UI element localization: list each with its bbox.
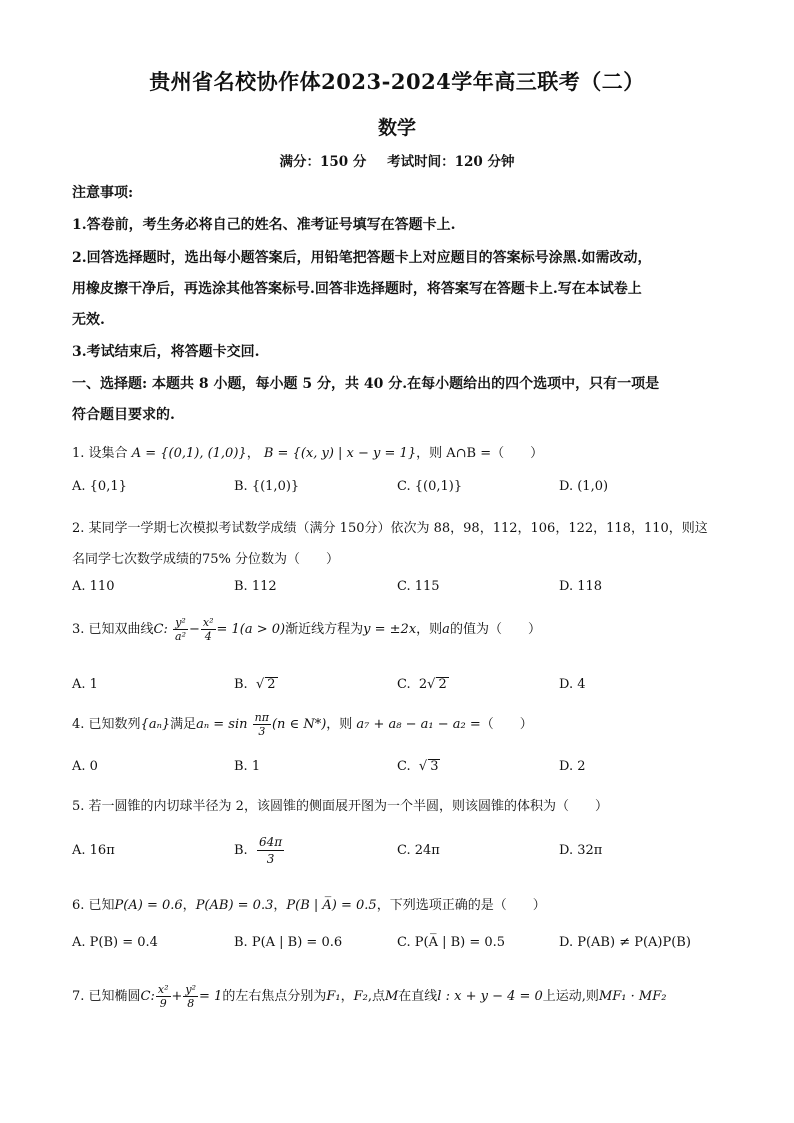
fraction-npi-3: $\frac{n\pi}{3}$ bbox=[254, 711, 269, 738]
section-heading-line-1: 一、选择题: 本题共 8 小题，每小题 5 分，共 40 分.在每小题给出的四个选项中，只有一项是 bbox=[72, 376, 660, 392]
vector-dot-product: MF₁ · MF₂ bbox=[598, 989, 667, 1004]
question-7: 7. 已知椭圆C: $\frac{\text{x²}}{9}$ + $\frac{\text{y²}}{8}$ = 1的左右焦点分别为F₁，F₂,点M在直线l : x + y − 4 = 0上运动,则MF₁ · MF₂ bbox=[72, 983, 667, 1010]
q1-option-c: C. {(0,1)} bbox=[397, 479, 463, 494]
q2-option-a: A. 110 bbox=[72, 579, 115, 594]
question-3: 3. 已知双曲线C: $\frac{\text{y²}}{\text{a²}}$ − $\frac{\text{x²}}{4}$ = 1(a > 0)渐近线方程为y = ±2x，则a的值为（ ） bbox=[72, 616, 541, 643]
exam-subject: 数学 bbox=[377, 117, 416, 139]
q2-option-d: D. 118 bbox=[559, 579, 603, 594]
set-a: A = {(0,1), (1,0)} bbox=[131, 446, 247, 461]
q6-option-c: C. P(A̅ | B) = 0.5 bbox=[397, 935, 506, 950]
note-2-line-1: 2.回答选择题时，选出每小题答案后，用铅笔把答题卡上对应题目的答案标号涂黑.如需改动， bbox=[72, 250, 652, 266]
q5-option-a: A. 16π bbox=[72, 843, 115, 858]
question-4: 4. 已知数列{aₙ}满足aₙ = sin $\frac{n\pi}{3}$ (n ∈ N*)，则 a₇ + a₈ − a₁ − a₂ =（ ） bbox=[72, 711, 533, 738]
exam-time: 考试时间：120 分钟 bbox=[387, 154, 515, 170]
q6-option-a: A. P(B) = 0.4 bbox=[72, 935, 158, 950]
note-2-line-2: 用橡皮擦干净后，再选涂其他答案标号.回答非选择题时，将答案写在答题卡上.写在本试卷上 bbox=[72, 281, 642, 297]
question-6: 6. 已知P(A) = 0.6，P(AB) = 0.3，P(B | A̅) = 0.5，下列选项正确的是（ ） bbox=[72, 898, 546, 913]
q4-option-a: A. 0 bbox=[72, 759, 98, 774]
question-5-options bbox=[72, 834, 732, 874]
question-3-options bbox=[72, 677, 732, 699]
q3-option-a: A. 1 bbox=[72, 677, 98, 692]
question-2-options bbox=[72, 579, 732, 601]
note-3: 3.考试结束后，将答题卡交回. bbox=[72, 344, 260, 360]
question-4-options bbox=[72, 759, 732, 781]
fraction-x2-4: $\frac{\text{x²}}{4}$ bbox=[202, 616, 214, 643]
exam-title: 贵州省名校协作体2023-2024学年高三联考（二） bbox=[149, 69, 645, 94]
q4-option-d: D. 2 bbox=[559, 759, 586, 774]
full-score: 满分：150 分 bbox=[279, 154, 367, 170]
fraction-y2-a2: $\frac{\text{y²}}{\text{a²}}$ bbox=[175, 616, 186, 643]
q5-option-b: B. $\frac{64\pi}{3}$ bbox=[234, 835, 283, 866]
q1-option-d: D. (1,0) bbox=[559, 479, 609, 494]
question-1: 1. 设集合 A = {(0,1), (1,0)}， B = {(x, y) | x − y = 1}，则 A∩B =（ ） bbox=[72, 446, 544, 461]
q3-option-d: D. 4 bbox=[559, 677, 586, 692]
exam-meta bbox=[0, 150, 794, 170]
q4-option-c: C. √ 3 bbox=[397, 759, 439, 774]
q1-option-a: A. {0,1} bbox=[72, 479, 127, 494]
q4-option-b: B. 1 bbox=[234, 759, 261, 774]
fraction-x2-9: $\frac{\text{x²}}{9}$ bbox=[157, 983, 169, 1010]
fraction-64pi-3: $\frac{64\pi}{3}$ bbox=[258, 835, 283, 866]
note-2-line-3: 无效. bbox=[72, 312, 105, 328]
q6-option-d: D. P(AB) ≠ P(A)P(B) bbox=[559, 935, 691, 950]
q2-option-b: B. 112 bbox=[234, 579, 277, 594]
question-1-options bbox=[72, 479, 732, 501]
question-2-line-2: 名同学七次数学成绩的75% 分位数为（ ） bbox=[72, 552, 340, 567]
fraction-y2-8: $\frac{\text{y²}}{8}$ bbox=[185, 983, 197, 1010]
question-2-line-1: 2. 某同学一学期七次模拟考试数学成绩（满分 150分）依次为 88，98，112，106，122，118，110，则这 bbox=[72, 521, 708, 536]
q6-option-b: B. P(A | B) = 0.6 bbox=[234, 935, 343, 950]
q5-option-d: D. 32π bbox=[559, 843, 603, 858]
q3-option-c: C. 2√ 2 bbox=[397, 677, 447, 692]
question-6-options bbox=[72, 935, 732, 957]
section-heading-line-2: 符合题目要求的. bbox=[72, 407, 175, 423]
q2-option-c: C. 115 bbox=[397, 579, 440, 594]
notes-heading: 注意事项: bbox=[72, 185, 134, 201]
q1-option-b: B. {(1,0)} bbox=[234, 479, 300, 494]
q3-option-b: B. √ 2 bbox=[234, 677, 276, 692]
q5-option-c: C. 24π bbox=[397, 843, 440, 858]
set-b: B = {(x, y) | x − y = 1} bbox=[263, 446, 417, 461]
question-5: 5. 若一圆锥的内切球半径为 2，该圆锥的侧面展开图为一个半圆，则该圆锥的体积为（ ） bbox=[72, 799, 608, 814]
note-1: 1.答卷前，考生务必将自己的姓名、准考证号填写在答题卡上. bbox=[72, 217, 456, 233]
